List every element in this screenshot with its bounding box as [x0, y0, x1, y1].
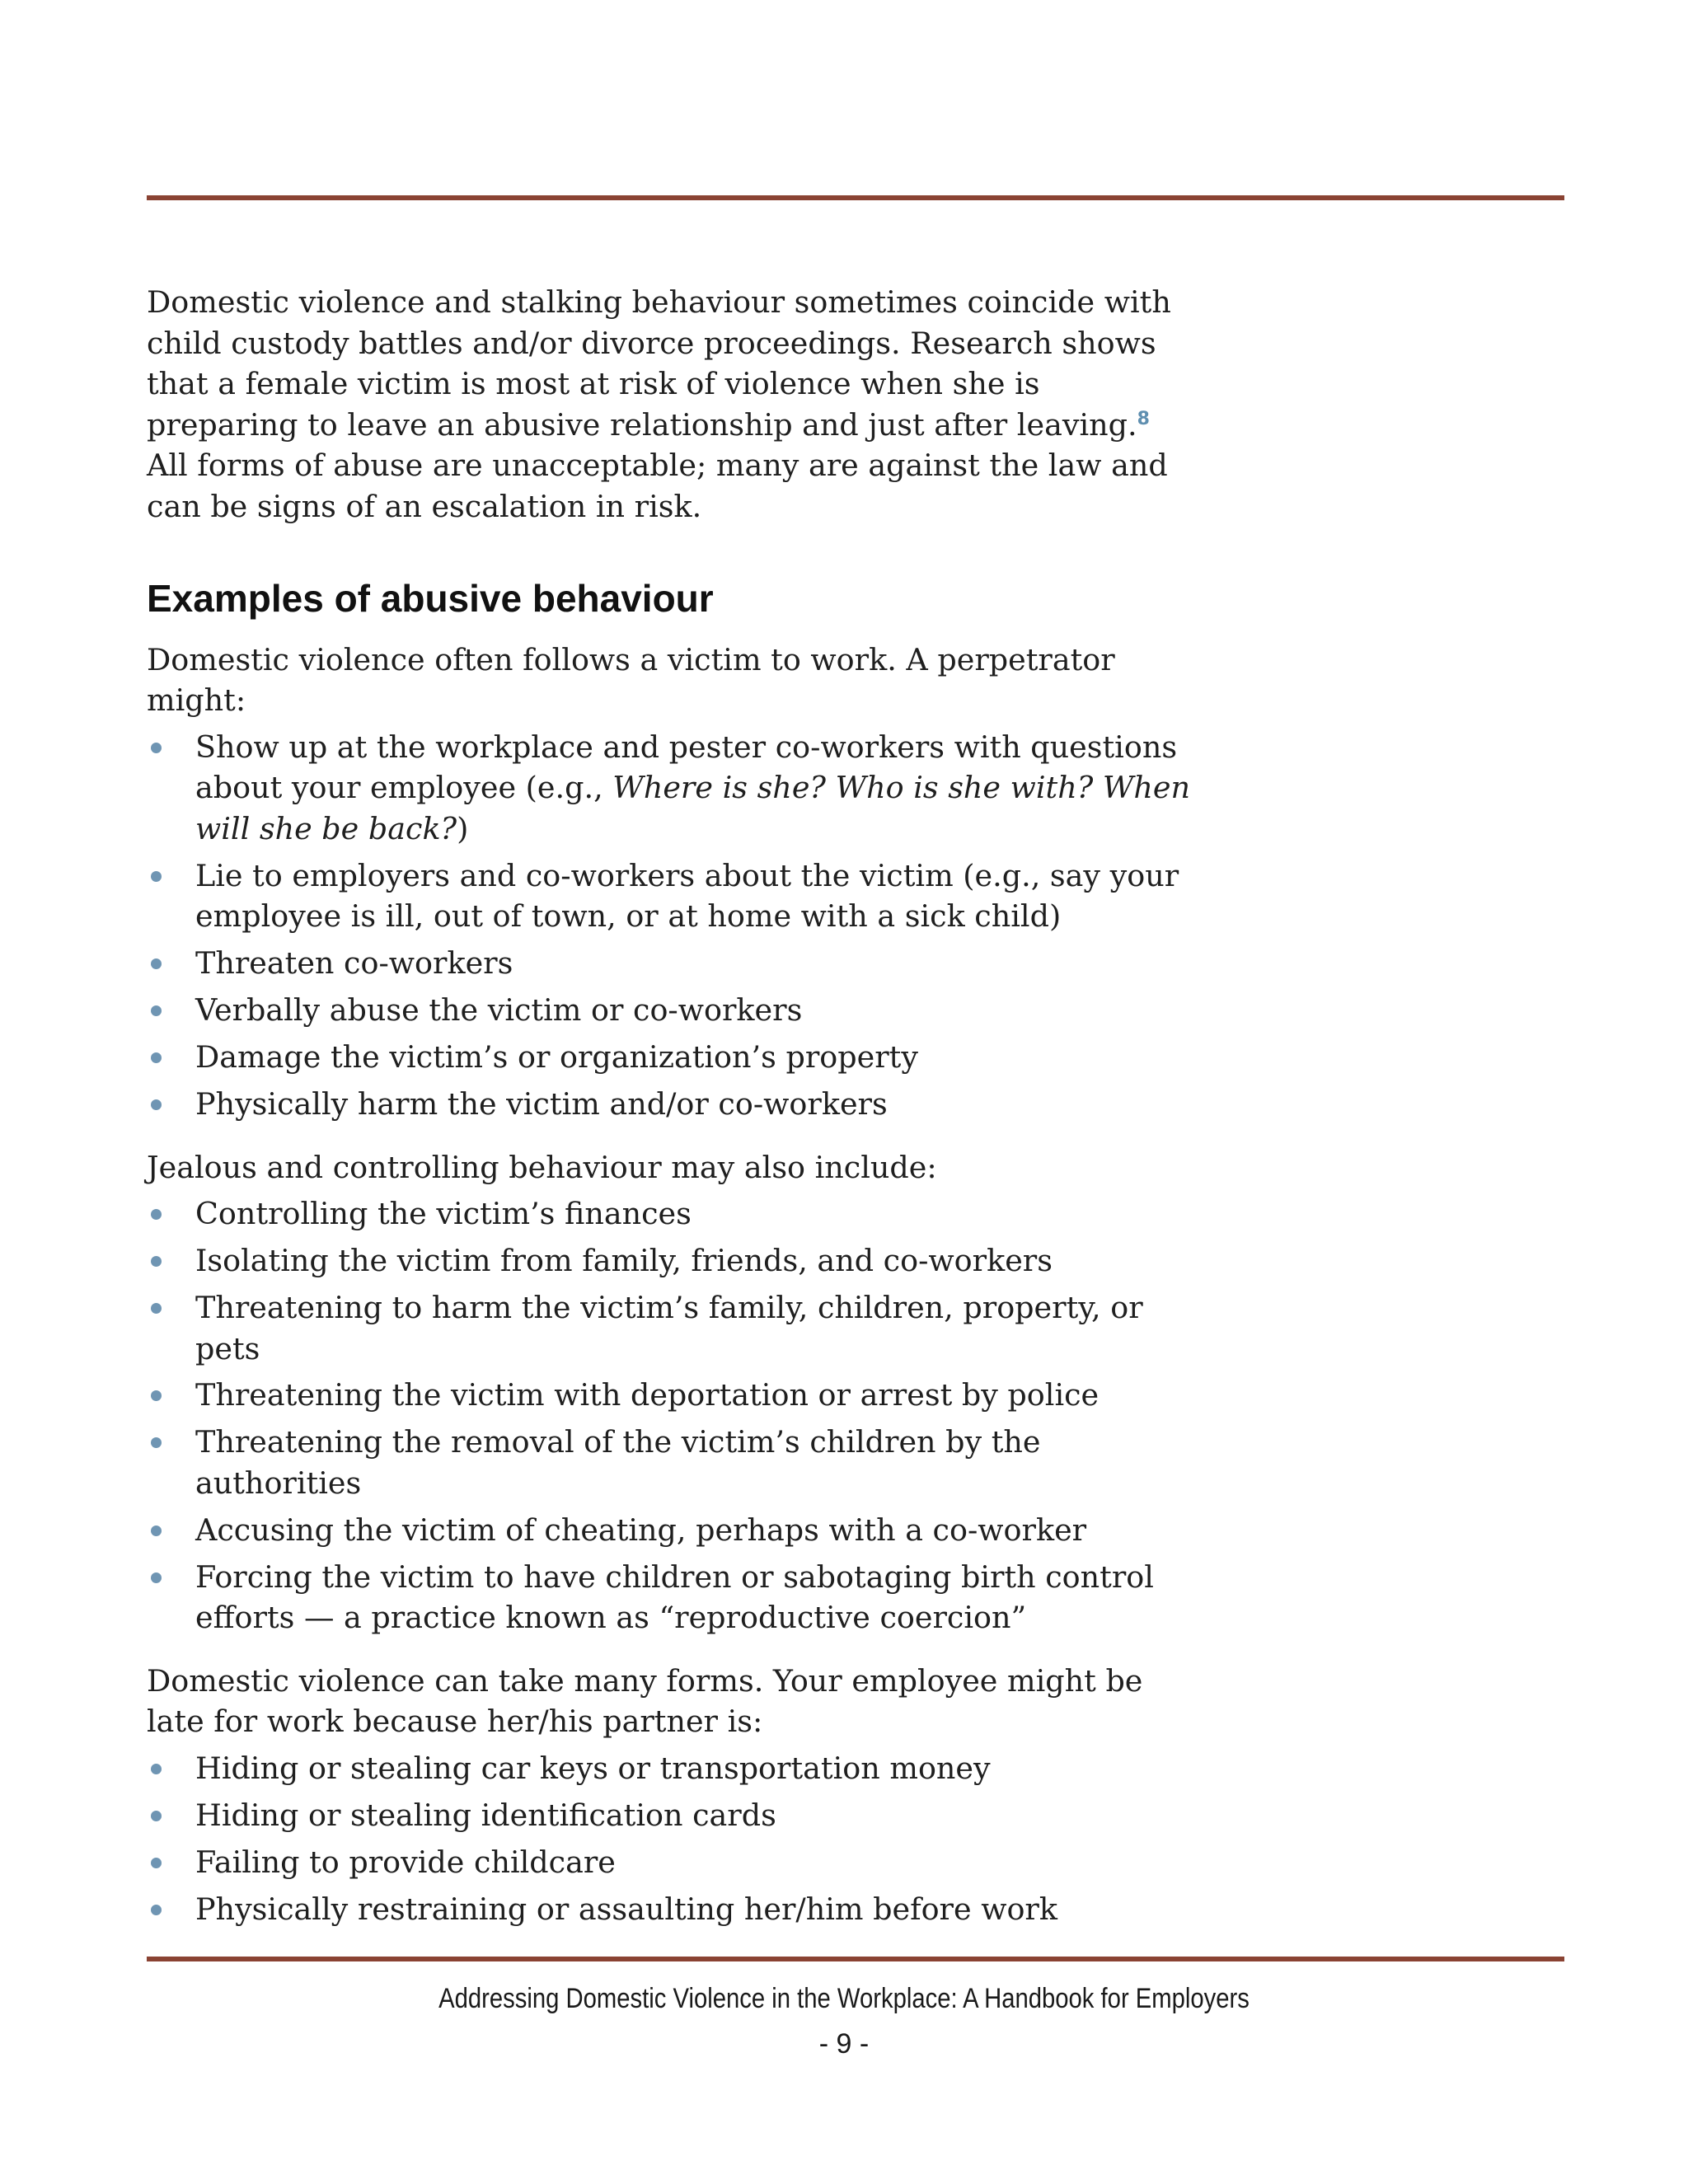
- bullet-icon: [151, 1858, 162, 1868]
- list-item: Failing to provide childcare: [147, 1842, 1193, 1883]
- page-content: [147, 282, 1193, 1936]
- list-lead-controlling: Jealous and controlling behaviour may also include:: [147, 1149, 937, 1185]
- list-item: Isolating the victim from family, friends, and co-workers: [147, 1240, 1193, 1282]
- list-item: Show up at the workplace and pester co-workers with questions about your employee (e.g., Where is she? Who is she with? When will she be back?): [147, 727, 1193, 850]
- bullet-icon: [151, 1303, 162, 1314]
- list-item: Lie to employers and co-workers about the victim (e.g., say your employee is ill, out of town, or at home with a sick child): [147, 855, 1193, 937]
- footer-rule: [147, 1957, 1564, 1961]
- bullet-icon: [151, 958, 162, 969]
- section-heading: Examples of abusive behaviour: [147, 576, 714, 620]
- bullet-icon: [151, 1437, 162, 1448]
- list-lead-late-for-work: Domestic violence can take many forms. Your employee might be late for work because her/his partner is:: [147, 1662, 1143, 1740]
- bullet-icon: [151, 1005, 162, 1016]
- list-lead-perpetrator: Domestic violence often follows a victim to work. A perpetrator might:: [147, 641, 1115, 719]
- bullet-icon: [151, 743, 162, 753]
- bullet-icon: [151, 1052, 162, 1063]
- intro-paragraph: [147, 282, 1193, 527]
- list-item: Threatening to harm the victim’s family, children, property, or pets: [147, 1287, 1193, 1369]
- list-item: Threatening the removal of the victim’s children by the authorities: [147, 1422, 1193, 1503]
- intro-text: Domestic violence and stalking behaviour sometimes coincide with child custody battles and/or divorce proceedings. Research shows that a female victim is most at risk of violence when she is preparing to leave an abusive relationship and just after leaving.: [147, 284, 1171, 443]
- list-item: Hiding or stealing car keys or transportation money: [147, 1748, 1193, 1789]
- bullet-icon: [151, 1526, 162, 1536]
- controlling-list: [147, 1193, 1193, 1638]
- list-item: Verbally abuse the victim or co-workers: [147, 990, 1193, 1031]
- bullet-icon: [151, 1811, 162, 1821]
- bullet-icon: [151, 1390, 162, 1401]
- late-for-work-list: [147, 1748, 1193, 1929]
- page-number: - 9 -: [818, 2028, 870, 2060]
- bullet-icon: [151, 1099, 162, 1110]
- list-item: Hiding or stealing identification cards: [147, 1795, 1193, 1836]
- footer-title: Addressing Domestic Violence in the Workplace: A Handbook for Employers: [438, 1983, 1250, 2014]
- list-item: Accusing the victim of cheating, perhaps with a co-worker: [147, 1510, 1193, 1551]
- intro-text-continued: All forms of abuse are unacceptable; many are against the law and can be signs of an escalation in risk.: [147, 448, 1168, 524]
- list-item: Controlling the victim’s finances: [147, 1193, 1193, 1235]
- bullet-icon: [151, 1209, 162, 1220]
- bullet-icon: [151, 1572, 162, 1583]
- list-item: Threatening the victim with deportation or arrest by police: [147, 1375, 1193, 1416]
- list-item: Forcing the victim to have children or sabotaging birth control efforts — a practice known as “reproductive coercion”: [147, 1557, 1193, 1638]
- example-questions: Where is she? Who is she with? When will she be back?: [195, 770, 1191, 846]
- list-item: Damage the victim’s or organization’s property: [147, 1037, 1193, 1078]
- bullet-icon: [151, 1905, 162, 1915]
- footnote-marker[interactable]: 8: [1137, 408, 1150, 429]
- bullet-icon: [151, 1764, 162, 1774]
- perpetrator-list: [147, 727, 1193, 1125]
- bullet-icon: [151, 871, 162, 882]
- list-item: Physically harm the victim and/or co-workers: [147, 1084, 1193, 1125]
- header-rule: [147, 195, 1564, 200]
- list-item: Threaten co-workers: [147, 943, 1193, 984]
- bullet-icon: [151, 1256, 162, 1267]
- list-item: Physically restraining or assaulting her/him before work: [147, 1889, 1193, 1930]
